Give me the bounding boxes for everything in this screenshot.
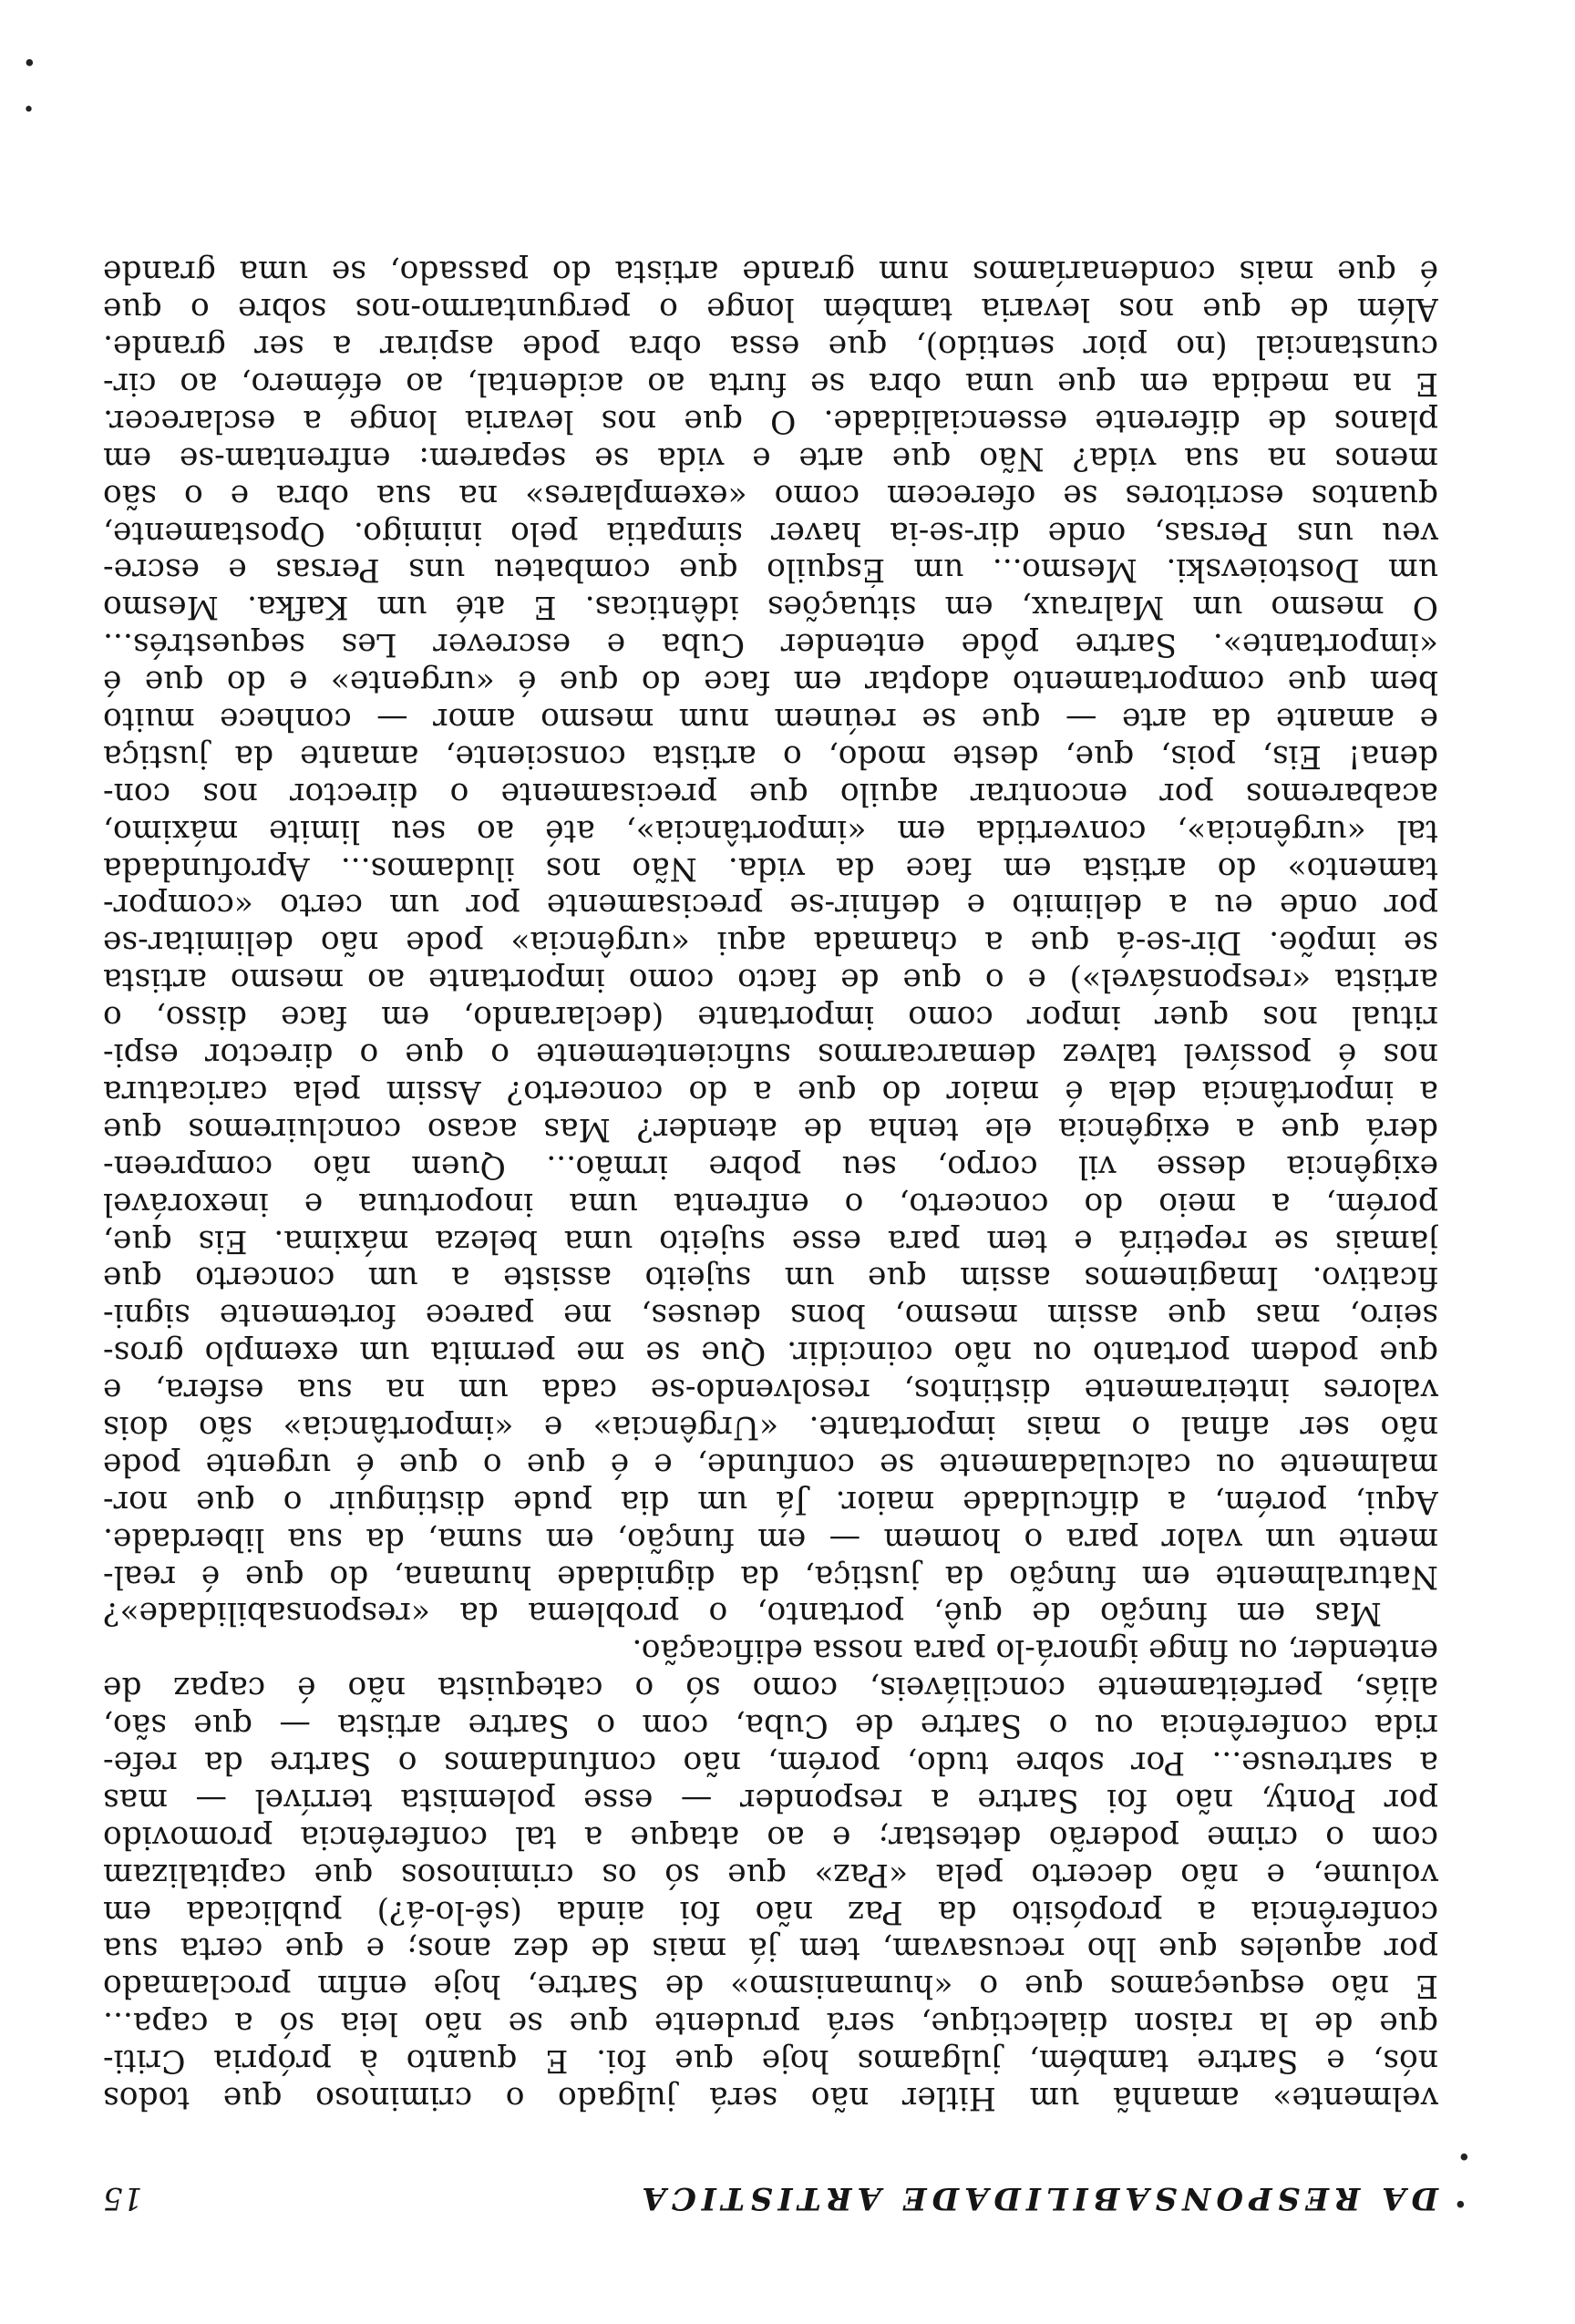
text-line: conferência a propósito da Paz não foi ainda (sê-lo-á?) publicada em	[103, 1893, 1438, 1930]
text-line: exigência desse vil corpo, seu pobre irmão... Quem não compreen-	[103, 1147, 1438, 1185]
text-line: menos na sua vida? Não que arte e vida se separem: enfrentam-se em	[103, 439, 1438, 477]
text-line: que podem portanto ou não coincidir. Que se me permita um exemplo gros-	[103, 1334, 1438, 1372]
text-line: Aqui, porém, a dificuldade maior. Já um dia pude distinguir o que nor-	[103, 1483, 1438, 1520]
text-line: ritual nos quer impor como importante (declarando, em face disso, o	[103, 999, 1438, 1036]
text-line: é que mais condenaríamos num grande artista do passado, se uma grande	[103, 253, 1438, 291]
text-line: veu uns Persas, onde dir-se-ia haver simpatia pelo inimigo. Opostamente,	[103, 514, 1438, 551]
margin-dot-mark: •	[1457, 2142, 1471, 2169]
text-line: jamais se repetirá e tem para esse sujeito uma beleza máxima. Eis que,	[103, 1222, 1438, 1260]
text-line: por Ponty, não foi Sartre a responder — esse polemista terrível — mas	[103, 1781, 1438, 1818]
text-line: a importância dela é maior do que a do concerto? Assim pela caricatura	[103, 1073, 1438, 1110]
margin-dot-mark: •	[22, 47, 36, 75]
running-head: DA RESPONSABILIDADE ARTISTICA	[636, 2180, 1438, 2216]
text-line: a sartreuse... Por sobre tudo, porém, não confundamos o Sartre da refe-	[103, 1743, 1438, 1781]
text-line: valores inteiramente distintos, resolvendo-se cada um na sua esfera, e	[103, 1372, 1438, 1409]
text-line: que de la raison dialectique, será prudente que se não leia só a capa...	[103, 2005, 1438, 2042]
text-line: mente um valor para o homem — em função, em suma, da sua liberdade.	[103, 1520, 1438, 1558]
text-line: artista «responsável») e o que de facto como importante ao mesmo artista	[103, 961, 1438, 999]
text-line: O mesmo um Malraux, em situações idênticas. E até um Kafka. Mesmo	[103, 589, 1438, 626]
text-line: ficativo. Imaginemos assim que um sujeito assiste a um concerto que	[103, 1260, 1438, 1297]
text-line: por aqueles que lho recusavam, tem já mais de dez anos; e que certa sua	[103, 1930, 1438, 1968]
text-line: quantos escritores se oferecem como «exemplares» na sua obra e o são	[103, 477, 1438, 514]
text-line: «importante». Sartre pôde entender Cuba e escrever Les sequestrés...	[103, 626, 1438, 663]
text-line: e amante da arte — que se reúnem num mesmo amor — conhece muito	[103, 701, 1438, 738]
text-line: E na medida em que uma obra se furta ao acidental, ao efémero, ao cir-	[103, 365, 1438, 403]
text-line: cunstancial (no pior sentido), que essa obra pode aspirar a ser grande.	[103, 328, 1438, 365]
text-line: se impõe. Dir-se-á que a chamada aqui «urgência» pode não delimitar-se	[103, 924, 1438, 961]
text-line: um Dostoievski. Mesmo... um Ésquilo que combateu uns Persas e escre-	[103, 551, 1438, 589]
text-line: porém, a meio do concerto, o enfrenta uma inoportuna e inexorável	[103, 1185, 1438, 1222]
text-line: derá que a exigência ele tenha de atender? Mas acaso concluiremos que	[103, 1110, 1438, 1147]
text-line: Além de que nos levaria também longe o perguntarmo-nos sobre o que	[103, 291, 1438, 328]
text-line: E não esqueçamos que o «humanismo» de Sartre, hoje enfim proclamado	[103, 1968, 1438, 2005]
text-line: acabaremos por encontrar aquilo que precisamente o director nos con-	[103, 775, 1438, 812]
text-line: não ser afinal o mais importante. «Urgência» e «importância» são dois	[103, 1408, 1438, 1445]
page-header	[103, 2162, 1438, 2216]
text-line: nós, e Sartre também, julgamos hoje que foi. E quanto à própria Criti-	[103, 2042, 1438, 2080]
text-line: por onde eu a delimito e definir-se precisamente por um certo «compor-	[103, 887, 1438, 924]
text-line: rida conferência ou o Sartre de Cuba, com o Sartre artista — que são,	[103, 1707, 1438, 1744]
paragraph-end-line: entender, ou finge ignorá-lo para nossa edificação.	[632, 1632, 1438, 1670]
text-line: bem que comportamento adoptar em face do que é «urgente» e do que é	[103, 663, 1438, 701]
margin-dot-mark: •	[1453, 2189, 1467, 2216]
text-line: nos é possível talvez demarcarmos suficientemente o que o director espi-	[103, 1036, 1438, 1074]
margin-dot-mark: •	[23, 96, 35, 118]
text-line: planos de diferente essencialidade. O que nos levaria longe a esclarecer.	[103, 402, 1438, 439]
text-line: tal «urgência», convertida em «importância», até ao seu limite máximo,	[103, 812, 1438, 849]
text-line: dena! Eis, pois, que, deste modo, o artista consciente, amante da justiça	[103, 737, 1438, 775]
text-line: com o crime poderão detestar; e ao ataque a tal conferência promovido	[103, 1818, 1438, 1856]
body-text	[103, 57, 1438, 2116]
text-line: velmente» amanhã um Hitler não será julgado o criminoso que todos	[103, 2080, 1438, 2116]
text-line: malmente ou calculadamente se confunde, e é que o que é urgente pode	[103, 1445, 1438, 1483]
page-number: 15	[103, 2180, 143, 2216]
paragraph-start-line: Mas em função de quê, portanto, o problema da «responsabilidade»?	[103, 1595, 1382, 1632]
text-line: volume, e não decerto pela «Paz» que só os criminosos que capitalizam	[103, 1856, 1438, 1893]
text-line: tamento» do artista em face da vida. Não nos iludamos... Aprofundada	[103, 849, 1438, 887]
text-line: aliás, perfeitamente conciliáveis, como só o catequista não é capaz de	[103, 1670, 1438, 1707]
text-line: seiro, mas que assim mesmo, bons deuses, me parece fortemente signi-	[103, 1297, 1438, 1334]
text-line: Naturalmente em função da justiça, da dignidade humana, do que é real-	[103, 1558, 1438, 1595]
